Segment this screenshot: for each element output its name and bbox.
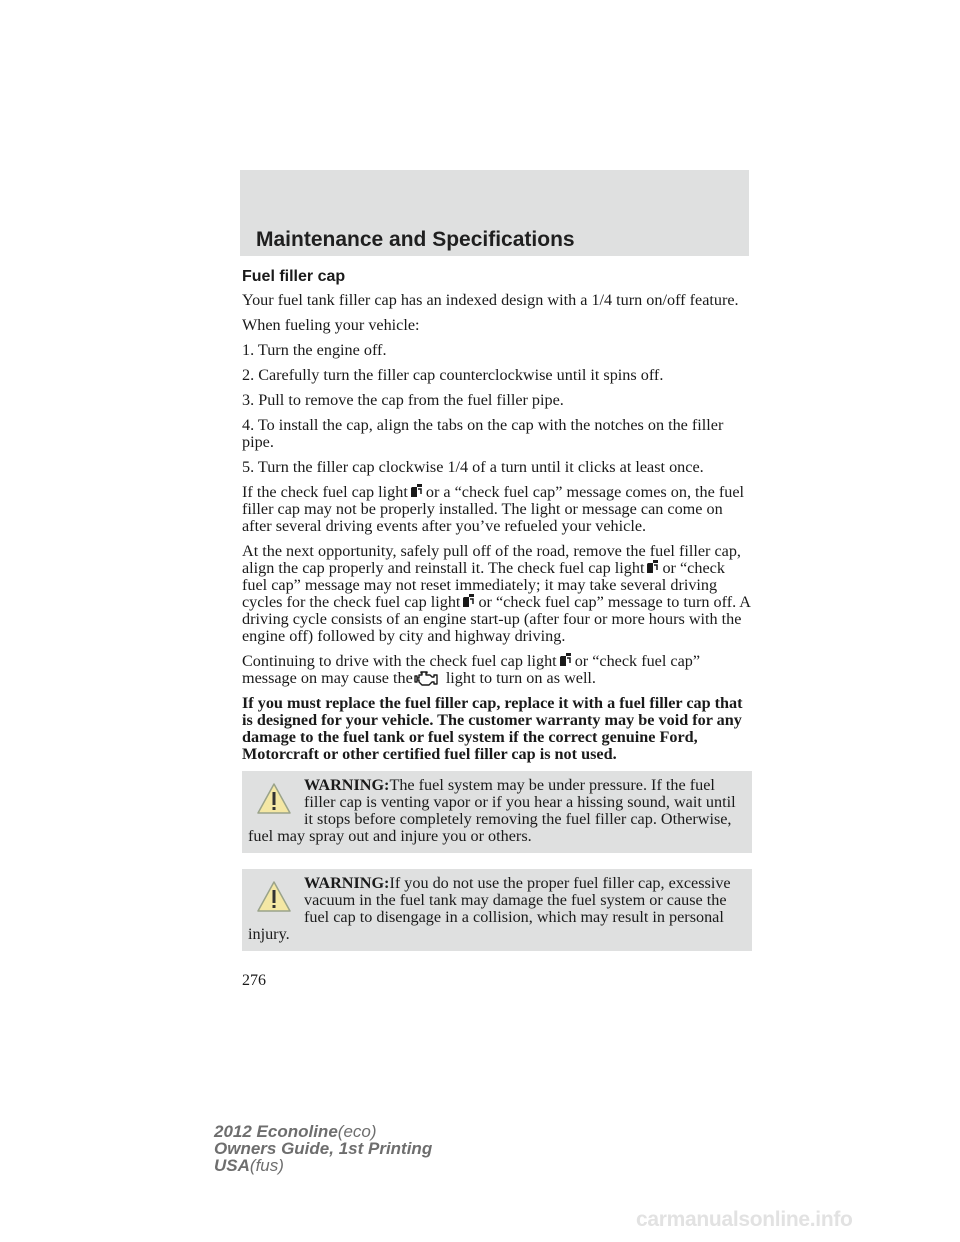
step-1: 1. Turn the engine off.	[242, 341, 387, 359]
warning-text: WARNING:The fuel system may be under pressure. If the fuel filler cap is venting vapor or if you hear a hissing sound, wait until it stops before completely removing the fuel filler cap. Otherwise, fuel may spray out and injure you or others.	[248, 776, 736, 845]
step-3: 3. Pull to remove the cap from the fuel filler pipe.	[242, 391, 564, 409]
step-4: 4. To install the cap, align the tabs on the cap with the notches on the filler pipe.	[242, 416, 724, 451]
warning-triangle-icon	[256, 781, 292, 817]
replacement-notice: If you must replace the fuel filler cap, replace it with a fuel filler cap that is designed for your vehicle. The customer warranty may be void for any damage to the fuel tank or fuel system if the correct genuine Ford, Motorcraft or other certified fuel filler cap is not used.	[242, 694, 743, 763]
step-5: 5. Turn the filler cap clockwise 1/4 of a turn until it clicks at least once.	[242, 458, 704, 476]
check-engine-icon	[414, 670, 438, 687]
watermark: carmanualsonline.info	[636, 1208, 853, 1231]
section-title: Maintenance and Specifications	[256, 228, 575, 251]
warning-triangle-icon	[256, 879, 292, 915]
warning-box-vacuum	[242, 869, 752, 951]
section-header-band	[240, 170, 749, 256]
fuel-cap-icon	[461, 594, 475, 608]
intro-paragraph: Your fuel tank filler cap has an indexed design with a 1/4 turn on/off feature.	[242, 291, 739, 309]
subsection-heading: Fuel filler cap	[242, 268, 346, 285]
footer-edition-info: 2012 Econoline(eco) Owners Guide, 1st Printing USA(fus)	[214, 1122, 433, 1175]
fuel-cap-icon	[558, 653, 572, 667]
step-2: 2. Carefully turn the filler cap counterclockwise until it spins off.	[242, 366, 664, 384]
warning-text: WARNING:If you do not use the proper fuel filler cap, excessive vacuum in the fuel tank may damage the fuel system or cause the fuel cap to disengage in a collision, which may result in personal injury.	[248, 874, 731, 943]
warning-box-pressure	[242, 771, 752, 853]
continuing-paragraph: Continuing to drive with the check fuel cap light or “check fuel cap” message on may cause the light to turn on as well.	[242, 652, 701, 687]
fuel-cap-icon	[645, 560, 659, 574]
when-fueling-paragraph: When fueling your vehicle:	[242, 316, 420, 334]
check-fuel-cap-paragraph: If the check fuel cap light or a “check fuel cap” message comes on, the fuel filler cap may not be properly installed. The light or message can come on after several driving events after you’ve refueled your vehicle.	[242, 483, 745, 535]
page-content	[242, 268, 752, 951]
fuel-cap-icon	[409, 484, 423, 498]
page-number: 276	[242, 972, 266, 989]
next-opportunity-paragraph: At the next opportunity, safely pull off of the road, remove the fuel filler cap, align the cap properly and reinstall it. The check fuel cap light or “check fuel cap” message may not reset immediately; it may take several driving cycles for the check fuel cap light or “check fuel cap” message to turn off. A driving cycle consists of an engine start-up (after four or more hours with the engine off) followed by city and highway driving.	[242, 542, 751, 645]
